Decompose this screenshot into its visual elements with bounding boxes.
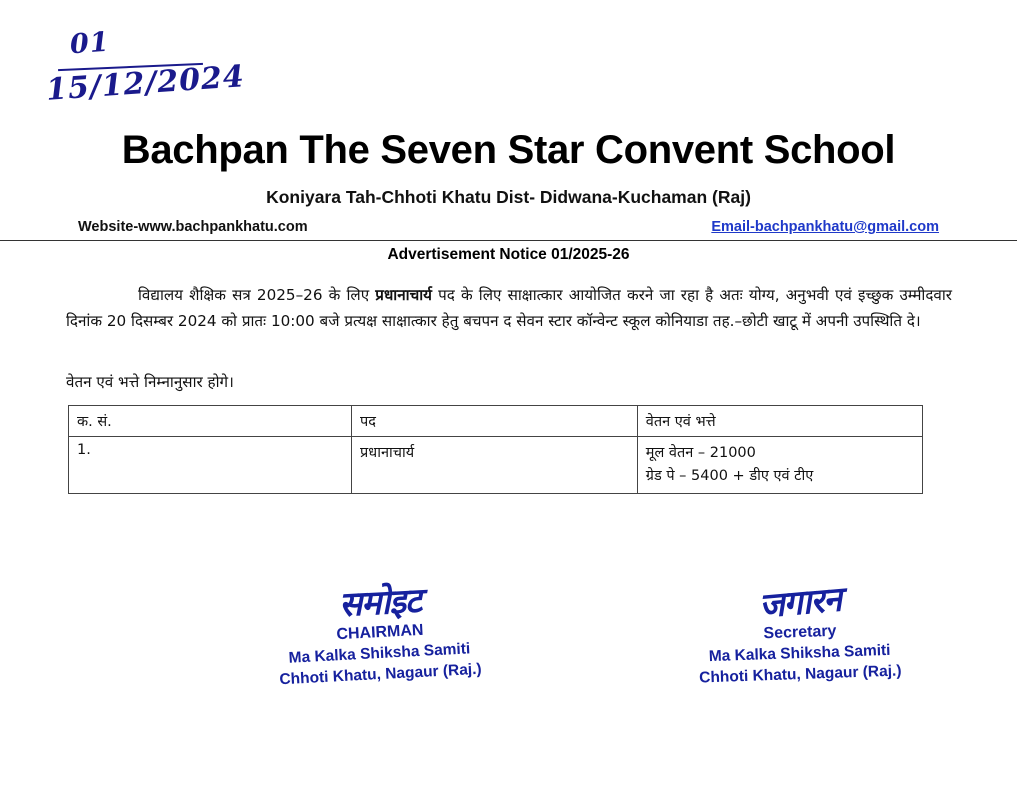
notice-body-suffix: पद के लिए साक्षात्कार आयोजित करने जा रहा है अतः योग्य, अनुभवी एवं इच्छुक उम्मीदवार दिनांक 20 दिसम्बर 2024 को प्रातः 10:00 बजे प्रत्यक्ष साक्षात्कार हेतु बचपन द सेवन स्टार कॉन्वेन्ट स्कूल कोनियाडा तह.–छोटी खाटू में अपनी उपस्थिति दे।: [66, 286, 953, 330]
signature-org-line-2: Chhoti Khatu, Nagaur (Raj.): [698, 662, 902, 687]
email-link[interactable]: Email-bachpankhatu@gmail.com: [711, 219, 939, 235]
signature-role: CHAIRMAN: [336, 621, 424, 644]
cell-pay-grade: ग्रेड पे – 5400 + डीए एवं टीए: [645, 468, 814, 484]
signature-block-chairman: [215, 578, 545, 689]
signature-scribble: जगारन: [757, 579, 843, 627]
signature-org-line-1: Ma Kalka Shiksha Samiti: [708, 641, 891, 666]
table-header-post: पद: [352, 406, 638, 437]
table-header-serial: क. सं.: [69, 406, 352, 437]
salary-table: [68, 405, 923, 494]
school-address: Koniyara Tah-Chhoti Khatu Dist- Didwana-Kuchaman (Raj): [266, 187, 751, 207]
contact-row: [78, 219, 939, 235]
salary-intro-line: वेतन एवं भत्ते निम्नानुसार होगे।: [66, 373, 234, 391]
notice-body-prefix: विद्यालय शैक्षिक सत्र 2025–26 के लिए: [138, 286, 376, 304]
signature-scribble: समोइट: [338, 580, 423, 626]
school-name: Bachpan The Seven Star Convent School: [121, 128, 896, 172]
cell-pay: [637, 437, 922, 494]
header-divider: [0, 240, 1017, 241]
notice-body-bold: प्रधानाचार्य: [375, 286, 432, 304]
signature-role: Secretary: [763, 622, 837, 643]
handwritten-date: 15/12/2024: [45, 59, 246, 108]
signature-org-line-2: Chhoti Khatu, Nagaur (Raj.): [279, 660, 483, 689]
cell-serial: 1.: [69, 437, 352, 494]
signature-block-secretary: [635, 578, 965, 685]
table-header-pay: वेतन एवं भत्ते: [637, 406, 922, 437]
signature-org-line-1: Ma Kalka Shiksha Samiti: [288, 640, 471, 667]
website-text: Website-www.bachpankhatu.com: [78, 219, 308, 235]
table-header-row: [69, 406, 923, 437]
table-row: [69, 437, 923, 494]
cell-pay-basic: मूल वेतन – 21000: [645, 445, 756, 461]
notice-body-paragraph: [66, 282, 952, 334]
handwritten-serial-number: 01: [68, 26, 111, 61]
cell-post: प्रधानाचार्य: [352, 437, 638, 494]
notice-title: Advertisement Notice 01/2025-26: [387, 246, 630, 263]
